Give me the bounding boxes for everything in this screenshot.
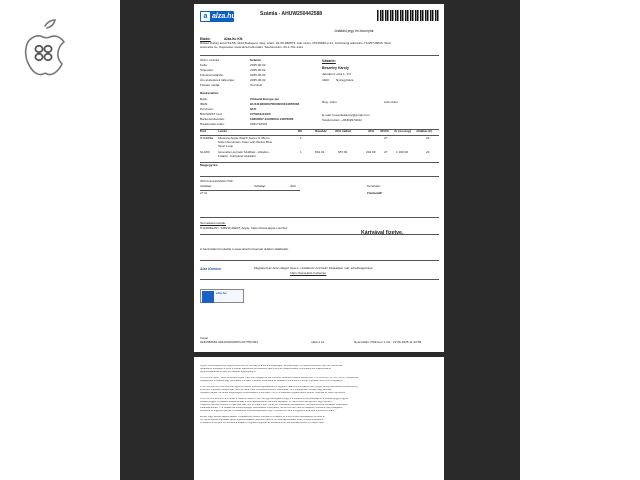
alza-mark: a bbox=[201, 12, 210, 21]
item-code: HJAD88a bbox=[200, 136, 214, 140]
promo-text: Meglepett az Alza világa? Gyere, csatlakozz hozzánk! Szakadjon már, lehetőségeinket. bbox=[254, 266, 374, 270]
bank-label: IBAN: bbox=[200, 102, 209, 106]
meta-label: Fizetési határidő: bbox=[200, 73, 224, 77]
col-header: Kód bbox=[200, 129, 207, 133]
apple-finder-logo-icon bbox=[22, 18, 68, 78]
bank-value: 10800007-10000000-14876006 bbox=[250, 117, 294, 121]
item-desc: Ismeretlen termék Szállítás - Alzabox, bbox=[218, 150, 270, 154]
invoice-page-1 bbox=[194, 4, 444, 352]
item-qty: 1 bbox=[300, 136, 302, 140]
footer-left: Vonal bbox=[200, 336, 208, 340]
item-desc: Futártk - Kártyával átutalkor bbox=[218, 154, 256, 158]
bank-label: Hivatkozási szám: bbox=[200, 122, 225, 126]
buyer-label: Vásárló: bbox=[322, 59, 336, 63]
terms-line: Az Ügyfél köteles a jótállási igényt ügyfélszolgálaton keresztül jelezni, az Alza tájékoztatást ad az érvényes eljárásról. bbox=[200, 419, 324, 421]
terms-line: JÓTÁLLÁSI JEGY: Jelen számla az Apple Care Mini Kiegészítőnek minősülő vásárlási rovásra kiterjesztett — a 151/2003. (IX. 22.) Korm. rendeletnek bbox=[200, 377, 359, 379]
meta-value: 2025.06.02 bbox=[250, 78, 266, 82]
vat-rate: 27 % bbox=[200, 191, 208, 195]
terms-line: vásárlása esetén — a vállalkozás kötelezettségei változatlanul érvényesek, de az Alza nem felel az alapvető működés hiányosságaiért. bbox=[200, 407, 343, 409]
promo-link[interactable]: https://www.alza.hu/karrier bbox=[290, 271, 327, 275]
item-desc: Sport Loop bbox=[218, 144, 234, 148]
qr-code bbox=[200, 289, 244, 303]
terms-line: eszköz vagy javítási tájékoztatását. A vállalkozás további részletei a honlapon és a szerződési feltételekben érhetők el. bbox=[200, 416, 326, 418]
printed-at: Nyomtatás: PDFGen 1.4.0 · 22.06.2025 11:33:55 bbox=[354, 340, 422, 344]
barcode bbox=[377, 10, 440, 21]
item-rate: 27 bbox=[384, 136, 388, 140]
buyer-name: Beszeley Károly bbox=[322, 66, 349, 70]
page-number: oldal 1 az bbox=[311, 340, 325, 344]
manual-note: A használati útmutatók a www.alza.hu/manual oldalon találhatók. bbox=[200, 247, 289, 251]
vat-summary-title: ÁFA összesítő/adó HUF: bbox=[200, 179, 234, 183]
serials-label: Termékazonosítók: bbox=[200, 221, 226, 225]
item-warranty: 24 bbox=[426, 136, 430, 140]
item-code: SL180r bbox=[200, 150, 210, 154]
terms-line: A JÓTÁLLÁSI IDŐTARTAMA az egyes termékek visszaszolgáltatására a fogyasztó által elmondottaktól eltérő jogok, amely tekintetben következmény bbox=[200, 386, 358, 388]
bank-label: Bank: bbox=[200, 97, 208, 101]
terms-line: A hatályos törvények és rendeletek alapján a fogyasztó jogosult az elállásra a termék átvételét követő 14 napon belül. bbox=[200, 422, 325, 424]
col-header: ÁFA% bbox=[380, 129, 389, 133]
paid-by-card: Kártyával fizetve. bbox=[361, 230, 404, 236]
qr-caption: alza.hu bbox=[216, 291, 227, 295]
buyer-email: E-mail: beeszkekaroly@gmail.com bbox=[322, 113, 370, 117]
terms-line: Kérjük, a készüléket vele rögtön ellenőrizze a csomag és a termék teljességét, sértetlenségét. Az átvételt követően nem áll módunkban bbox=[200, 365, 343, 367]
terms-line: megfelelő tartás. Ne tartsa szélsőséges hőmérsékleten a terméket. Ha Ön a vásárlást fogyasztóként kötötte, a javítás és csere díjmentes. bbox=[200, 392, 346, 394]
alzamania-logo: Alza Kamion bbox=[200, 267, 222, 271]
buyer-zip: 4400 bbox=[322, 78, 329, 82]
vat-col: Adóalap bbox=[254, 184, 266, 188]
item-desc: Silver Aluminium Case with Winter Blue bbox=[218, 140, 273, 144]
item-total: 1 190,00 bbox=[396, 150, 409, 154]
meta-value: 2025.06.02 bbox=[250, 73, 266, 77]
col-header: Jótállás (h) bbox=[416, 129, 433, 133]
meta-value: 2025.06.02 bbox=[250, 63, 266, 67]
invoice-page-2 bbox=[194, 357, 444, 480]
seller-name: Alza.hu Kft. bbox=[224, 37, 244, 41]
item-vat: 202.99 bbox=[366, 150, 376, 154]
item-net: 657.81 bbox=[338, 150, 348, 154]
bank-label: BIC/SWIFT kód: bbox=[200, 112, 223, 116]
bank-label: Pénznem: bbox=[200, 107, 214, 111]
buyer-reg-label: Reg. szám bbox=[322, 100, 337, 104]
meta-label: Kelte: bbox=[200, 63, 208, 67]
terms-line: érvényes. A jótállás hatálya lejár, ha a terméket nem rendeltetésszerűen használták, nem megfelelően tárolták vagy kezelték. bbox=[200, 389, 333, 391]
item-qty: 1 bbox=[300, 150, 302, 154]
col-header: Ár (összeg) bbox=[394, 129, 411, 133]
seller-label: Eladó: bbox=[200, 37, 211, 41]
terms-line: A JÓTÁLLÁS ÉRVÉNYESÍTÉSE: a hibás terméket a Vevő az ügyfélszolgálatra vagy a márkaszervizbe juttathatja el a jótállási jeggyel együtt. bbox=[200, 398, 349, 400]
notes-label: Megjegyzés: bbox=[200, 163, 219, 167]
meta-value: Számla bbox=[250, 58, 261, 62]
seller-address-1: Róbert Károly körút 54-58, 1134 Budapest, Reg. szám: 01-09-956873, Adó szám: 25749845-2-41. Közösségi adószám: HU25749845. Web: bbox=[200, 41, 392, 45]
footer-id: 0243380652-2944291504653-0277BC394 bbox=[200, 340, 258, 344]
col-header: Darabár bbox=[315, 129, 327, 133]
bank-value: HUF bbox=[250, 107, 257, 111]
col-header: ÁFA bbox=[368, 129, 375, 133]
vat-col: Adóalap bbox=[200, 184, 212, 188]
buyer-phone: Telefonszám: +36302974042 bbox=[322, 118, 362, 122]
terms-line: megfelelően a Jótállási jegy nyomtatott formáját. A jótállás időtartama az átadástól számított 24 hónap. A jótállás nem érinti a fogyasztó bbox=[200, 380, 343, 382]
apple-finder-logo bbox=[22, 18, 68, 78]
item-warranty: 24 bbox=[426, 150, 430, 154]
bank-header: Bankszámla: bbox=[200, 91, 219, 95]
item-price: 831.01 bbox=[315, 150, 325, 154]
col-header: ÁFA nélkül bbox=[335, 129, 351, 133]
buyer-city: Nyíregyháza bbox=[336, 78, 354, 82]
meta-value: 2025.06.02 bbox=[250, 68, 266, 72]
terms-line: jótállási jeggyel. A jótállás időtartama alatt a hiba bejelentésétől számított legfeljebb 15 napon belül kell javítani vagy cserélni. bbox=[200, 401, 333, 403]
invoice-title: Számla - AHUW250442588 bbox=[260, 11, 323, 17]
alza-logo bbox=[200, 11, 234, 22]
serials-value: HJAD88a4SY: S0W1FJAE0T, Apple, https://www.apple.com/hu/ bbox=[200, 226, 288, 230]
meta-label: ÁFA n számla bbox=[200, 58, 219, 62]
payable-label: Fizetendő: bbox=[367, 191, 383, 195]
meta-value: Terminál bbox=[250, 83, 262, 87]
bank-value: HU44108000070000000014876006 bbox=[250, 102, 300, 106]
vat-col: ÁFA bbox=[290, 184, 296, 188]
meta-label: Fizetés módja: bbox=[200, 83, 221, 87]
rounding-label: Kerekítés: bbox=[367, 184, 381, 188]
terms-line: reklamációt elfogadni. A Vevő a vételár egészének kifizetésével válik a termék tulajdonosává. A termékek áru tulajdonosa az bbox=[200, 368, 332, 370]
buyer-address: Jahvátorv utca 1, 1/4 bbox=[322, 72, 351, 76]
seller-address-2: www.alza.hu. Kapcsolat: www.alza.hu/kontakt, Telefonszám: 06-1-701-1111 bbox=[200, 45, 303, 49]
terms-line: kötelessé az ingyenes javítás, a vállalkozás visszaszolgáltatást nyújt. A javítás és csere a fogyasztó számára díjmentes marad. bbox=[200, 410, 335, 412]
bank-value: 0491718301 bbox=[250, 122, 268, 126]
bank-value: Citibank Europe plc bbox=[250, 97, 280, 101]
alza-wordmark: alza.hu bbox=[212, 12, 236, 20]
terms-line: ügyfélszolgálatnál a csere és vásárlás egyidejűleg is. bbox=[200, 371, 257, 373]
terms-line: mögöttes hozzánk fordulni ezt igényoknnak nem jul irtajat ment. Ha az Ön számlában termékkísérő, részletek az Alza honlapján olvashatók. bbox=[200, 404, 348, 406]
invoice-subtitle: Jótállási jegy és bizonylat bbox=[334, 29, 374, 33]
meta-label: Áru elvitelének időpontja: bbox=[200, 78, 235, 82]
item-desc: Okosóra Apple Watch Series 9 45mm bbox=[218, 136, 270, 140]
bank-label: Bankszámlaszám: bbox=[200, 117, 226, 121]
col-header: Leírás bbox=[218, 129, 228, 133]
bank-value: CITIHUHXXXX bbox=[250, 112, 271, 116]
item-rate: 27 bbox=[384, 150, 388, 154]
buyer-tax-label: Adó szám bbox=[384, 100, 398, 104]
meta-label: Teljesítés: bbox=[200, 68, 214, 72]
col-header: Db bbox=[298, 129, 303, 133]
